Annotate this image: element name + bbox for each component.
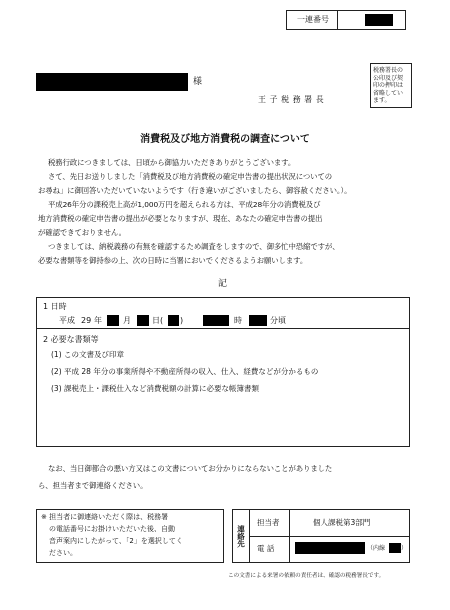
body-line: 税務行政につきましては、日頃から御協力いただきありがとうございます。 (48, 158, 296, 167)
schedule-year: 29 (81, 316, 92, 325)
details-divider (37, 328, 409, 329)
addressee-honorific: 様 (193, 77, 203, 87)
contact-extension-prefix: （内線 (367, 545, 386, 552)
documents-item: (1) この文書及び印章 (51, 350, 125, 359)
schedule-weekday-close: ) (180, 316, 184, 325)
note-line: ださい。 (49, 549, 77, 557)
schedule-minute-unit: 分頃 (270, 316, 286, 325)
contact-row-divider (249, 536, 409, 537)
body-line: 地方消費税の確定申告書の提出が必要となりますが、現在、あなたの確定申告書の提出 (38, 214, 323, 223)
contact-instructions-box (36, 509, 224, 563)
seal-note-line: ます。 (373, 97, 391, 104)
seal-note-line: 印の押印は (373, 82, 404, 89)
schedule-year-unit: 年 (94, 316, 102, 325)
serial-number-label: 一連番号 (297, 15, 329, 24)
contact-person-label: 担当者 (257, 518, 280, 527)
seal-note-line: 省略してい (373, 89, 404, 97)
redacted-month (107, 315, 119, 326)
body-line: が確認できておりません。 (38, 228, 126, 237)
footer-note: この文書による来署の依頼の責任者は、確認の税務署長です。 (228, 573, 385, 579)
redacted-hour (203, 315, 229, 326)
schedule-hour-unit: 時 (234, 316, 242, 325)
contact-vertical-label (233, 510, 250, 562)
redacted-addressee-name (36, 73, 188, 91)
issuer-name: 王 子 税 務 署 長 (258, 95, 325, 104)
schedule-era: 平成 (59, 316, 75, 325)
document-title: 消費税及び地方消費税の調査について (140, 134, 310, 145)
note-line: ※ 担当者に御連絡いただく際は、税務署 (41, 513, 169, 521)
contact-box (232, 509, 410, 563)
closing-line: ら、担当者まで御連絡ください。 (38, 481, 148, 490)
note-line: 音声案内にしたがって、「2」を選択してく (49, 537, 183, 545)
serial-number-divider (337, 11, 338, 29)
documents-item: (3) 課税売上・課税仕入など消費税額の計算に必要な帳簿書類 (51, 384, 260, 393)
redacted-serial-number (365, 14, 393, 26)
body-line: つきましては、納税義務の有無を確認するため調査をしますので、御多忙中恐縮ですが、 (48, 242, 340, 251)
redacted-phone-number (295, 542, 365, 554)
seal-omission-note (370, 63, 412, 108)
contact-extension-suffix: ） (401, 545, 408, 552)
redacted-day (137, 315, 149, 326)
seal-note-line: 公印及び契 (373, 74, 404, 82)
schedule-day-unit: 日( (152, 316, 164, 325)
closing-line: なお、当日御都合の悪い方又はこの文書についてお分かりにならないことがありました (48, 464, 333, 473)
documents-item: (2) 平成 28 年分の事業所得や不動産所得の収入、仕入、経費などが分かるもの (51, 367, 319, 376)
body-line: 平成26年分の課税売上高が1,000万円を超えられる方は、平成28年分の消費税及び (48, 200, 321, 209)
redacted-minute (249, 315, 267, 326)
note-line: の電話番号にお掛けいただいた後、自動 (49, 525, 175, 533)
body-line: お尋ね」に御回答いただいていないようです（行き違いがございましたら、御容赦ください。）。 (38, 186, 352, 195)
schedule-heading: 1 日時 (43, 302, 67, 311)
body-line: 必要な書類等を御持参の上、次の日時に当署においでくださるようお願いします。 (38, 256, 308, 265)
redacted-extension (389, 543, 401, 553)
ki-marker: 記 (218, 279, 228, 289)
contact-vertical-label-text: 連絡先 (236, 524, 246, 548)
documents-heading: 2 必要な書類等 (43, 335, 99, 344)
contact-person-value: 個人課税第3部門 (313, 518, 371, 527)
body-line: さて、先日お送りしました「消費税及び地方消費税の確定申告書の提出状況についての (48, 172, 333, 181)
seal-note-line: 税務署長の (373, 67, 404, 74)
details-box (36, 297, 410, 447)
schedule-month-unit: 月 (123, 316, 131, 325)
redacted-weekday (168, 315, 179, 326)
serial-number-box (286, 10, 406, 30)
contact-phone-label: 電 話 (257, 544, 275, 553)
